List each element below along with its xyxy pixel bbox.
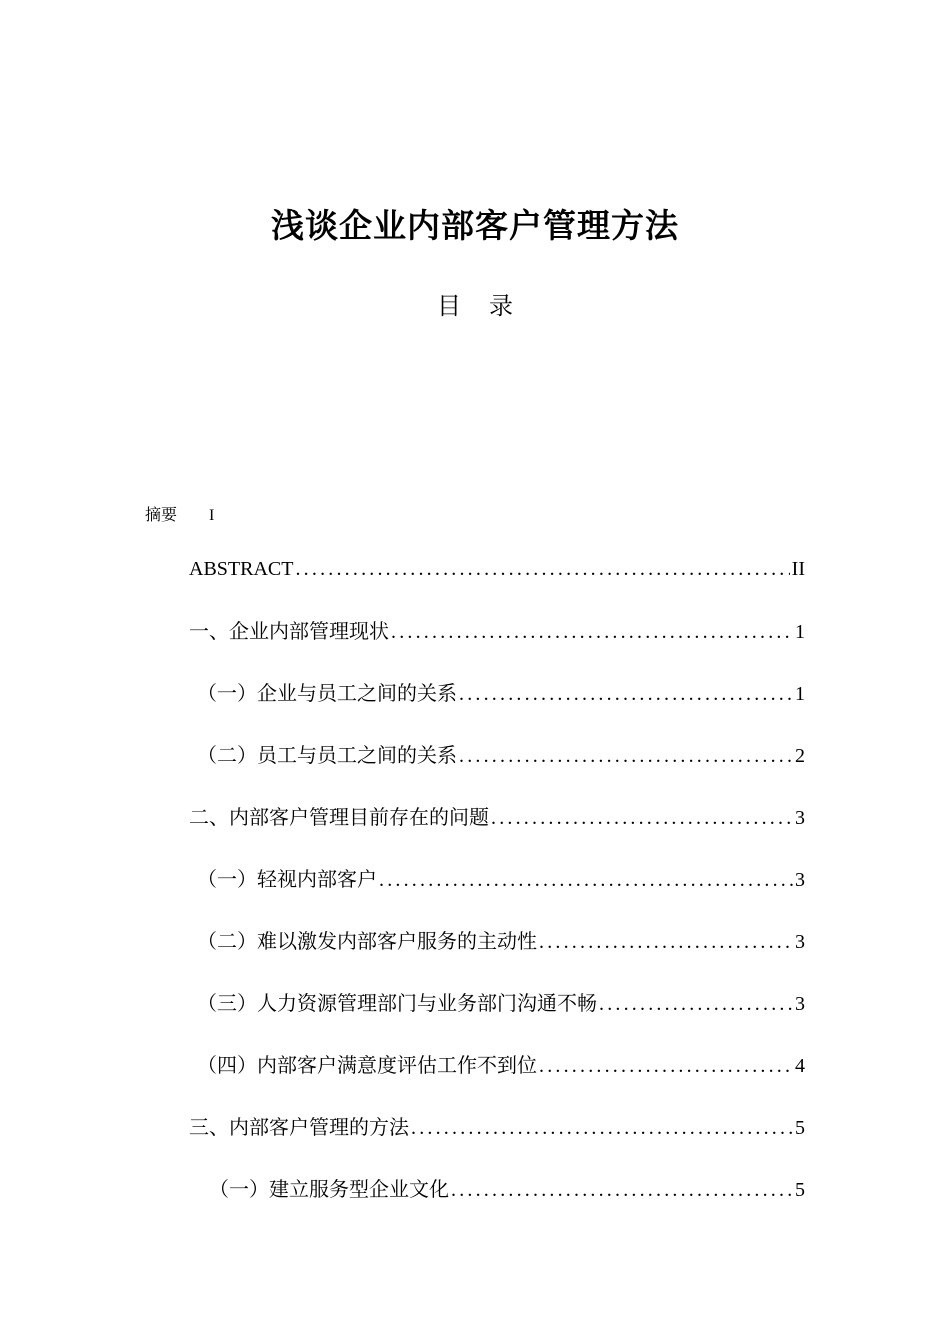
toc-entry-page-number: 3 <box>795 931 805 953</box>
toc-entry-label: 三、内部客户管理的方法 <box>189 1115 409 1139</box>
toc-entry-page-number: 1 <box>795 683 805 705</box>
toc-dot-leader <box>459 679 793 709</box>
toc-entry-page-number: 3 <box>795 869 805 891</box>
toc-entry-page-number: 1 <box>795 621 805 643</box>
toc-dot-leader <box>411 1113 793 1143</box>
toc-entry-label: ABSTRACT <box>189 558 294 580</box>
toc-entry-label: （二）难以激发内部客户服务的主动性 <box>197 929 537 953</box>
toc-entry-section-2-1[interactable] <box>197 864 805 894</box>
toc-entry-page-number: 4 <box>795 1055 805 1077</box>
toc-entry-section-2-2[interactable] <box>197 926 805 956</box>
toc-dot-leader <box>391 617 793 647</box>
toc-entry-chapter-3[interactable] <box>189 1112 805 1142</box>
toc-entry-label: （三）人力资源管理部门与业务部门沟通不畅 <box>197 991 597 1015</box>
toc-dot-leader <box>451 1175 793 1205</box>
toc-entry-label: 一、企业内部管理现状 <box>189 619 389 643</box>
toc-heading-char-1: 目 <box>437 292 461 320</box>
toc-entry-label: 二、内部客户管理目前存在的问题 <box>189 805 489 829</box>
toc-entry-page-number: II <box>791 558 805 580</box>
toc-dot-leader <box>539 927 793 957</box>
toc-entry-page-number: 5 <box>795 1179 805 1201</box>
toc-dot-leader <box>491 803 793 833</box>
toc-entry-section-1-2[interactable] <box>197 740 805 770</box>
toc-entry-label: （一）建立服务型企业文化 <box>209 1177 449 1201</box>
toc-entry-page-number: 5 <box>795 1117 805 1139</box>
toc-entry-page-number: 3 <box>795 807 805 829</box>
toc-dot-leader <box>379 865 793 895</box>
toc-entry-label: （一）企业与员工之间的关系 <box>197 681 457 705</box>
toc-entry-section-1-1[interactable] <box>197 678 805 708</box>
toc-heading <box>0 286 950 321</box>
toc-entry-label: （一）轻视内部客户 <box>197 867 377 891</box>
toc-heading-char-2: 录 <box>489 292 513 320</box>
toc-entry-chapter-1[interactable] <box>189 616 805 646</box>
toc-dot-leader <box>459 741 793 771</box>
toc-entry-page-number: I <box>209 507 215 524</box>
toc-dot-leader <box>539 1051 793 1081</box>
toc-dot-leader <box>295 554 789 584</box>
toc-entry-page-number: 2 <box>795 745 805 767</box>
toc-entry-abstract-cn[interactable] <box>145 502 214 525</box>
document-title: 浅谈企业内部客户管理方法 <box>271 206 679 245</box>
toc-dot-leader <box>599 989 793 1019</box>
toc-entry-page-number: 3 <box>795 993 805 1015</box>
toc-entry-label: 摘要 <box>145 505 178 524</box>
toc-entry-label: （二）员工与员工之间的关系 <box>197 743 457 767</box>
toc-entry-section-3-1[interactable] <box>209 1174 805 1204</box>
toc-entry-section-2-3[interactable] <box>197 988 805 1018</box>
toc-entry-abstract[interactable] <box>189 554 805 584</box>
toc-entry-label: （四）内部客户满意度评估工作不到位 <box>197 1053 537 1077</box>
toc-entry-chapter-2[interactable] <box>189 802 805 832</box>
toc-entry-section-2-4[interactable] <box>197 1050 805 1080</box>
